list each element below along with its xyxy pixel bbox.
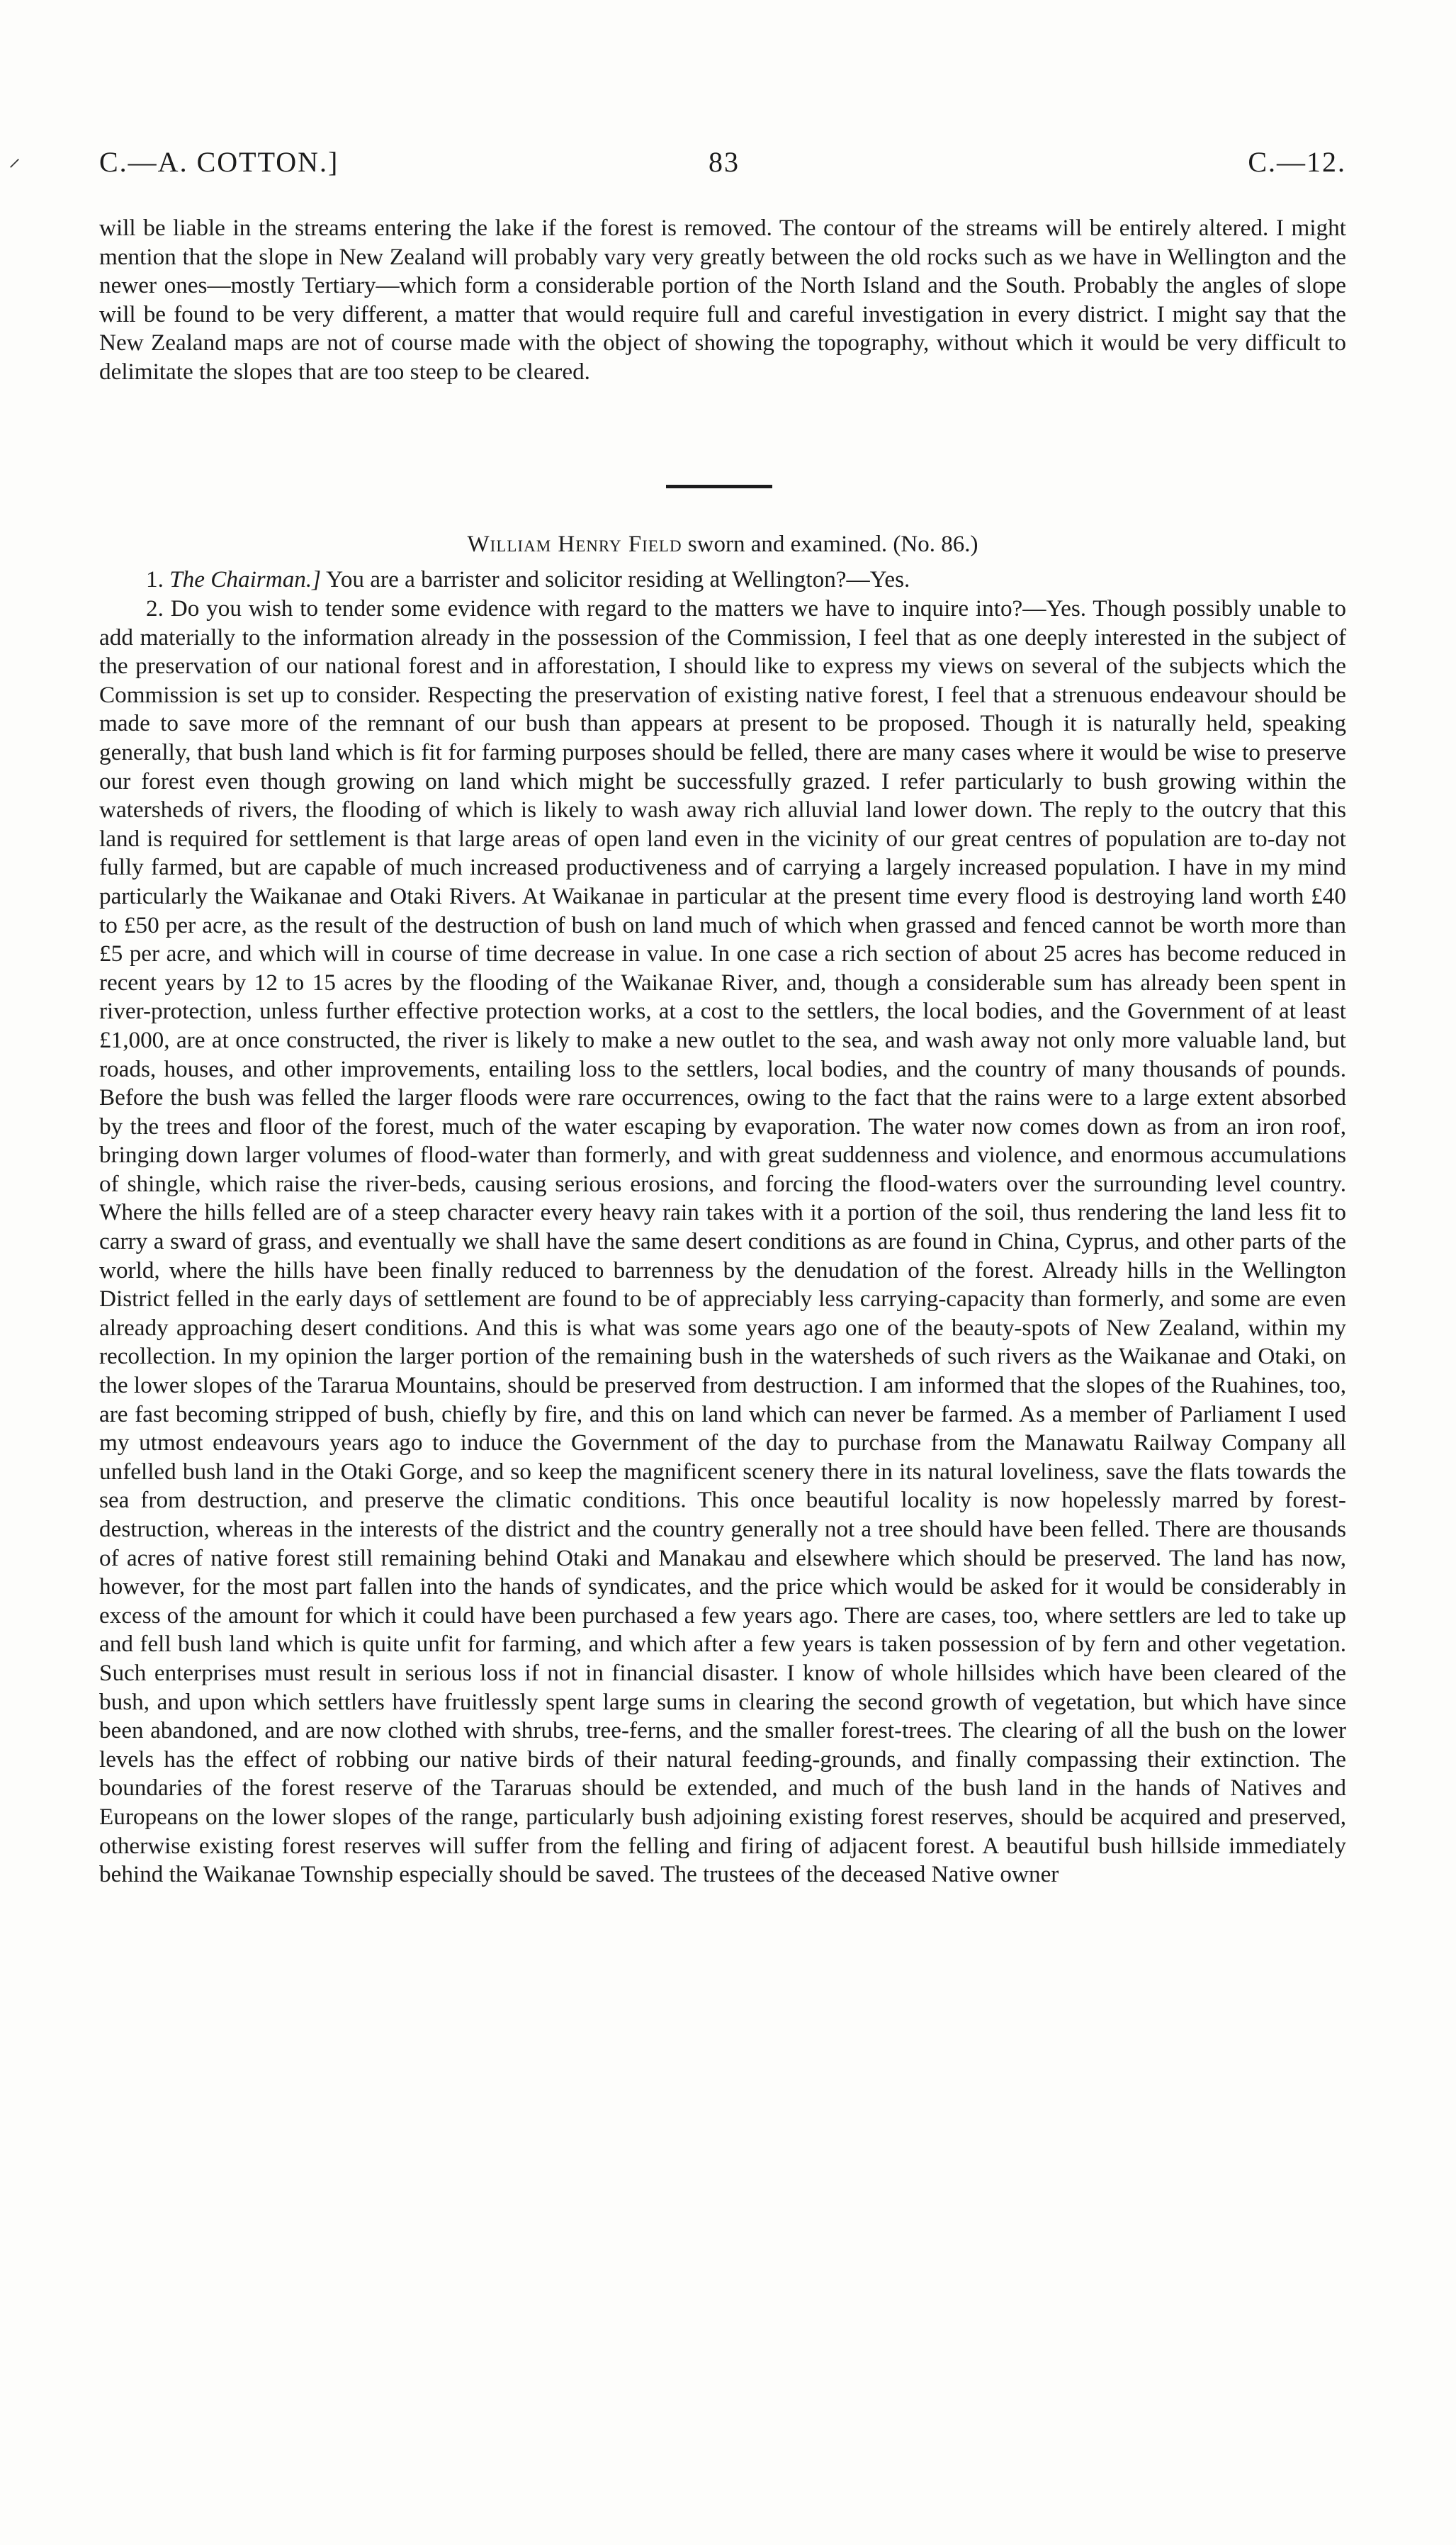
- question-1-number: 1.: [146, 566, 164, 592]
- continuation-text: will be liable in the streams entering the lake if the forest is removed. The contour of the streams will be entirely altered. I might mention that the slope in New Zealand will probably vary very greatly between the old rocks such as we have in Wellington and the newer ones—mostly Tertiary—which form a considerable portion of the North Island and the South. Probably the angles of slope will be found to be very different, a matter that would require full and careful investigation in every district. I might say that the New Zealand maps are not of course made with the object of showing the topography, without which it would be very difficult to delimitate the slopes that are too steep to be cleared.: [99, 215, 1346, 385]
- page-number: 83: [709, 146, 740, 178]
- header-left-reference: C.—A. COTTON.]: [99, 146, 339, 178]
- running-header: [99, 145, 1346, 188]
- question-1-text: You are a barrister and solicitor residing at Wellington?—Yes.: [326, 566, 910, 592]
- continuation-paragraph: [99, 214, 1346, 387]
- question-2-paragraph: [99, 595, 1346, 1889]
- question-2: [99, 595, 1346, 1889]
- witness-number: (No. 86.): [893, 532, 978, 557]
- question-1: [99, 566, 1346, 595]
- witness-status: sworn and examined.: [687, 532, 888, 557]
- margin-pen-mark: ⸝: [9, 145, 21, 172]
- witness-heading: [99, 530, 1346, 558]
- witness-name: William Henry Field: [467, 532, 682, 557]
- question-2-number: 2.: [146, 595, 164, 622]
- question-1-speaker: The Chairman.]: [169, 566, 322, 592]
- question-2-text: Do you wish to tender some evidence with regard to the matters we have to inquire into?—Yes. Though possibly unable to add materially to the information already in the possession of the Commission, I feel that as one deeply interested in the subject of the preservation of our national forest and in afforestation, I should like to express my views on several of the subjects which the Commission is set up to consider. Respecting the preservation of existing native forest, I feel that a strenuous endeavour should be made to save more of the remnant of our bush than appears at present to be proposed. Though it is naturally held, speaking generally, that bush land which is fit for farming purposes should be felled, there are many cases where it would be wise to preserve our forest even though growing on land which might be successfully grazed. I refer particularly to bush growing within the watersheds of rivers, the flooding of which is likely to wash away rich alluvial land lower down. The reply to the outcry that this land is required for settlement is that large areas of open land even in the vicinity of our great centres of population are to-day not fully farmed, but are capable of much increased productiveness and of carrying a largely increased population. I have in my mind particularly the Waikanae and Otaki Rivers. At Waikanae in particular at the present time every flood is destroying land worth £40 to £50 per acre, as the result of the destruction of bush on land much of which when grassed and fenced cannot be worth more than £5 per acre, and which will in course of time decrease in value. In one case a rich section of about 25 acres has become reduced in recent years by 12 to 15 acres by the flooding of the Waikanae River, and, though a considerable sum has already been spent in river-protection, unless further effective protection works, at a cost to the settlers, the local bodies, and the Government of at least £1,000, are at once constructed, the river is likely to make a new outlet to the sea, and wash away not only more valuable land, but roads, houses, and other improvements, entailing loss to the settlers, local bodies, and the country of many thousands of pounds. Before the bush was felled the larger floods were rare occurrences, owing to the fact that the rains were to a large extent absorbed by the trees and floor of the forest, much of the water escaping by evaporation. The water now comes down as from an iron roof, bringing down larger volumes of flood-water than formerly, and with great suddenness and violence, and enormous accumulations of shingle, which raise the river-beds, causing serious erosions, and forcing the flood-waters over the surrounding level country. Where the hills felled are of a steep character every heavy rain takes with it a portion of the soil, thus rendering the land less fit to carry a sward of grass, and eventually we shall have the same desert conditions as are found in China, Cyprus, and other parts of the world, where the hills have been finally reduced to barrenness by the denudation of the forest. Already hills in the Wellington District felled in the early days of settlement are found to be of appreciably less carrying-capacity than formerly, and some are even already approaching desert conditions. And this is what was some years ago one of the beauty-spots of New Zealand, within my recollection. In my opinion the larger portion of the remaining bush in the watersheds of such rivers as the Waikanae and Otaki, on the lower slopes of the Tararua Mountains, should be preserved from destruction. I am informed that the slopes of the Ruahines, too, are fast becoming stripped of bush, chiefly by fire, and this on land which can never be farmed. As a member of Parliament I used my utmost endeavours years ago to induce the Government of the day to purchase from the Manawatu Railway Company all unfelled bush land in the Otaki Gorge, and so keep the magnificent scenery there in its natural loveliness, save the flats towards the sea from destruction, and preserve the climatic conditions. This once beautiful locality is now hopelessly marred by forest-destruction, whereas in the interests of the district and the country generally not a tree should have been felled. There are thousands of acres of native forest still remaining behind Otaki and Manakau and elsewhere which should be preserved. The land has now, however, for the most part fallen into the hands of syndicates, and the price which would be asked for it would be considerably in excess of the amount for which it could have been purchased a few years ago. There are cases, too, where settlers are led to take up and fell bush land which is quite unfit for farming, and which after a few years is taken possession of by fern and other vegetation. Such enterprises must result in serious loss if not in financial disaster. I know of whole hillsides which have been cleared of the bush, and upon which settlers have fruitlessly spent large sums in clearing the second growth of vegetation, but which have since been abandoned, and are now clothed with shrubs, tree-ferns, and the smaller forest-trees. The clearing of all the bush on the lower levels has the effect of robbing our native birds of their natural feeding-grounds, and finally compassing their extinction. The boundaries of the forest reserve of the Tararuas should be extended, and much of the bush land in the hands of Natives and Europeans on the lower slopes of the range, particularly bush adjoining existing forest reserves, should be acquired and preserved, otherwise existing forest reserves will suffer from the felling and firing of adjacent forest. A beautiful bush hillside immediately behind the Waikanae Township especially should be saved. The trustees of the deceased Native owner: [99, 595, 1346, 1888]
- section-divider: [666, 485, 772, 488]
- header-right-reference: C.—12.: [1248, 146, 1346, 178]
- question-1-paragraph: [99, 566, 1346, 595]
